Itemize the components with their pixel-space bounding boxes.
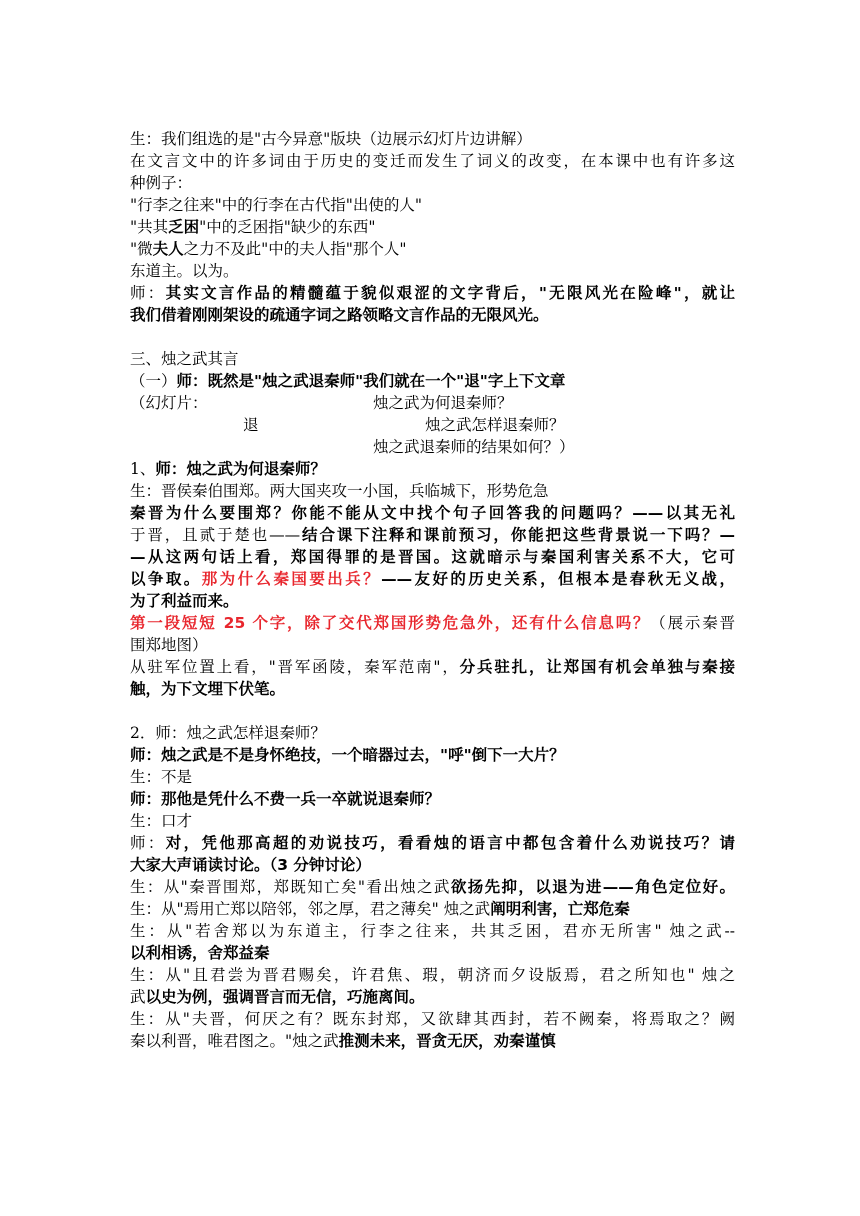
text-run: 秦以利晋，唯君图之。"烛之武 <box>130 1032 339 1050</box>
text-line <box>130 898 735 920</box>
text-line: 生：从"若舍郑以为东道主，行李之往来，共其乏困，君亦无所害" 烛之武-- <box>130 922 735 940</box>
text-line <box>130 1030 735 1052</box>
text-line: 在文言文中的许多词由于历史的变迁而发生了词义的改变，在本课中也有许多这 <box>130 152 735 170</box>
text-run: 生：从"焉用亡郑以陪邻，邻之厚，君之薄矣" 烛之武 <box>130 900 491 918</box>
text-line <box>130 788 735 810</box>
text-line: 生：不是 <box>130 768 193 786</box>
text-line <box>130 986 735 1008</box>
bold-text: 师：烛之武为何退秦师？ <box>155 460 326 478</box>
text-line <box>130 282 735 304</box>
text-line <box>130 854 735 876</box>
bold-text: 秦晋为什么要围郑？你能不能从文中找个句子回答我的问题吗？——以其无礼 <box>130 504 735 522</box>
text-line <box>130 678 735 700</box>
text-line: 种例子： <box>130 174 193 192</box>
text-line: 东道主。以为。 <box>130 262 239 280</box>
text-line <box>130 612 735 634</box>
bold-text: 以史为例，强调晋言而无信，巧施离间。 <box>145 988 425 1006</box>
bold-text: 夫人 <box>152 240 184 258</box>
text-line <box>130 370 735 392</box>
text-run: 1、 <box>130 460 156 478</box>
text-line <box>130 216 735 238</box>
text-run: 武 <box>130 988 146 1006</box>
bold-text: 为了利益而来。 <box>130 592 239 610</box>
blank-line <box>130 326 735 348</box>
bold-text: 阐明利害，亡郑危秦 <box>490 900 630 918</box>
bold-text: —从这两句话上看，郑国得罪的是晋国。这就暗示与秦国利害关系不大，它可 <box>130 548 735 566</box>
text-run: 烛之武为何退秦师？ <box>373 394 513 412</box>
text-line <box>130 590 735 612</box>
bold-text: 师：既然是"烛之武退秦师"我们就在一个"退"字上下文章 <box>176 372 566 390</box>
text-line: 生：从"夫晋，何厌之有？既东封郑，又欲肆其西封，若不阙秦，将焉取之？阙 <box>130 1010 735 1028</box>
bold-text: 分兵驻扎，让郑国有机会单独与秦接 <box>459 658 735 676</box>
bold-text: 触，为下文埋下伏笔。 <box>130 680 286 698</box>
red-text: 那为什么秦国要出兵？ <box>201 570 382 588</box>
text-line: 围郑地图） <box>130 636 208 654</box>
text-line <box>130 568 735 590</box>
text-run: 师： <box>130 834 166 852</box>
bold-text: 乏困 <box>168 218 200 236</box>
text-line <box>130 414 735 436</box>
bold-text: 推测未来，晋贪无厌，劝秦谨慎 <box>338 1032 556 1050</box>
bold-text: 师：那他是凭什么不费一兵一卒就说退秦师？ <box>130 790 441 808</box>
bold-text: 欲扬先抑，以退为进——角色定位好。 <box>450 878 735 896</box>
bold-text: 其实文言作品的精髓蕴于貌似艰涩的文字背后，"无限风光在险峰"，就让 <box>165 284 735 302</box>
bold-text: 师：烛之武是不是身怀绝技，一个暗器过去，"呼"倒下一大片？ <box>130 746 565 764</box>
text-line <box>130 942 735 964</box>
text-line <box>130 392 735 414</box>
text-line <box>130 502 735 524</box>
text-line <box>130 238 735 260</box>
text-line: "行李之往来"中的行李在古代指"出使的人" <box>130 196 423 214</box>
bold-text: 对，凭他那高超的劝说技巧，看看烛的语言中都包含着什么劝说技巧？请 <box>165 834 735 852</box>
text-line: 烛之武退秦师的结果如何？） <box>373 438 575 456</box>
text-run: "微 <box>130 240 153 258</box>
text-run: （幻灯片： <box>130 394 208 412</box>
text-run: 师： <box>130 284 166 302</box>
bold-text: 我们借着刚刚架设的疏通字词之路领略文言作品的无限风光。 <box>130 306 549 324</box>
text-line: 生：口才 <box>130 812 193 830</box>
text-line <box>130 546 735 568</box>
subheading <box>130 458 735 480</box>
text-run: "共其 <box>130 218 169 236</box>
text-line: 生：从"且君尝为晋君赐矣，许君焦、瑕，朝济而夕设版焉，君之所知也" 烛之 <box>130 966 735 984</box>
text-run: 之力不及此"中的夫人指"那个人" <box>183 240 407 258</box>
text-line <box>130 744 735 766</box>
bold-text: 结合课下注释和课前预习，你能把这些背景说一下吗？— <box>300 526 735 544</box>
bold-text: 以争取。 <box>130 570 202 588</box>
text-run: 退 <box>243 416 259 434</box>
text-line: 生：晋侯秦伯围郑。两大国夹攻一小国，兵临城下，形势危急 <box>130 482 549 500</box>
document-page <box>130 128 735 1052</box>
text-run: "中的乏困指"缺少的东西" <box>199 218 376 236</box>
text-line <box>130 656 735 678</box>
red-text: 第一段短短 25 个字，除了交代郑国形势危急外，还有什么信息吗？ <box>130 614 651 632</box>
text-run: （一） <box>130 372 177 390</box>
text-run: 从驻军位置上看，"晋军函陵，秦军范南"， <box>130 658 460 676</box>
text-run: 于晋，且贰于楚也—— <box>130 526 301 544</box>
section-heading: 三、烛之武其言 <box>130 350 239 368</box>
text-line <box>130 304 735 326</box>
bold-text: 大家大声诵读讨论。（3 分钟讨论） <box>130 856 371 874</box>
text-run: （展示秦晋 <box>650 614 735 632</box>
text-line: 生：我们组选的是"古今异意"版块（边展示幻灯片边讲解） <box>130 130 532 148</box>
text-line <box>130 832 735 854</box>
text-run: 生：从"秦晋围郑，郑既知亡矣"看出烛之武 <box>130 878 451 896</box>
text-line <box>130 524 735 546</box>
bold-text: ——友好的历史关系，但根本是春秋无义战， <box>381 570 735 588</box>
blank-line <box>130 700 735 722</box>
text-line <box>130 876 735 898</box>
text-run: 烛之武怎样退秦师？ <box>425 416 565 434</box>
subheading: 2．师：烛之武怎样退秦师？ <box>130 724 326 742</box>
bold-text: 以利相诱，舍郑益秦 <box>130 944 270 962</box>
